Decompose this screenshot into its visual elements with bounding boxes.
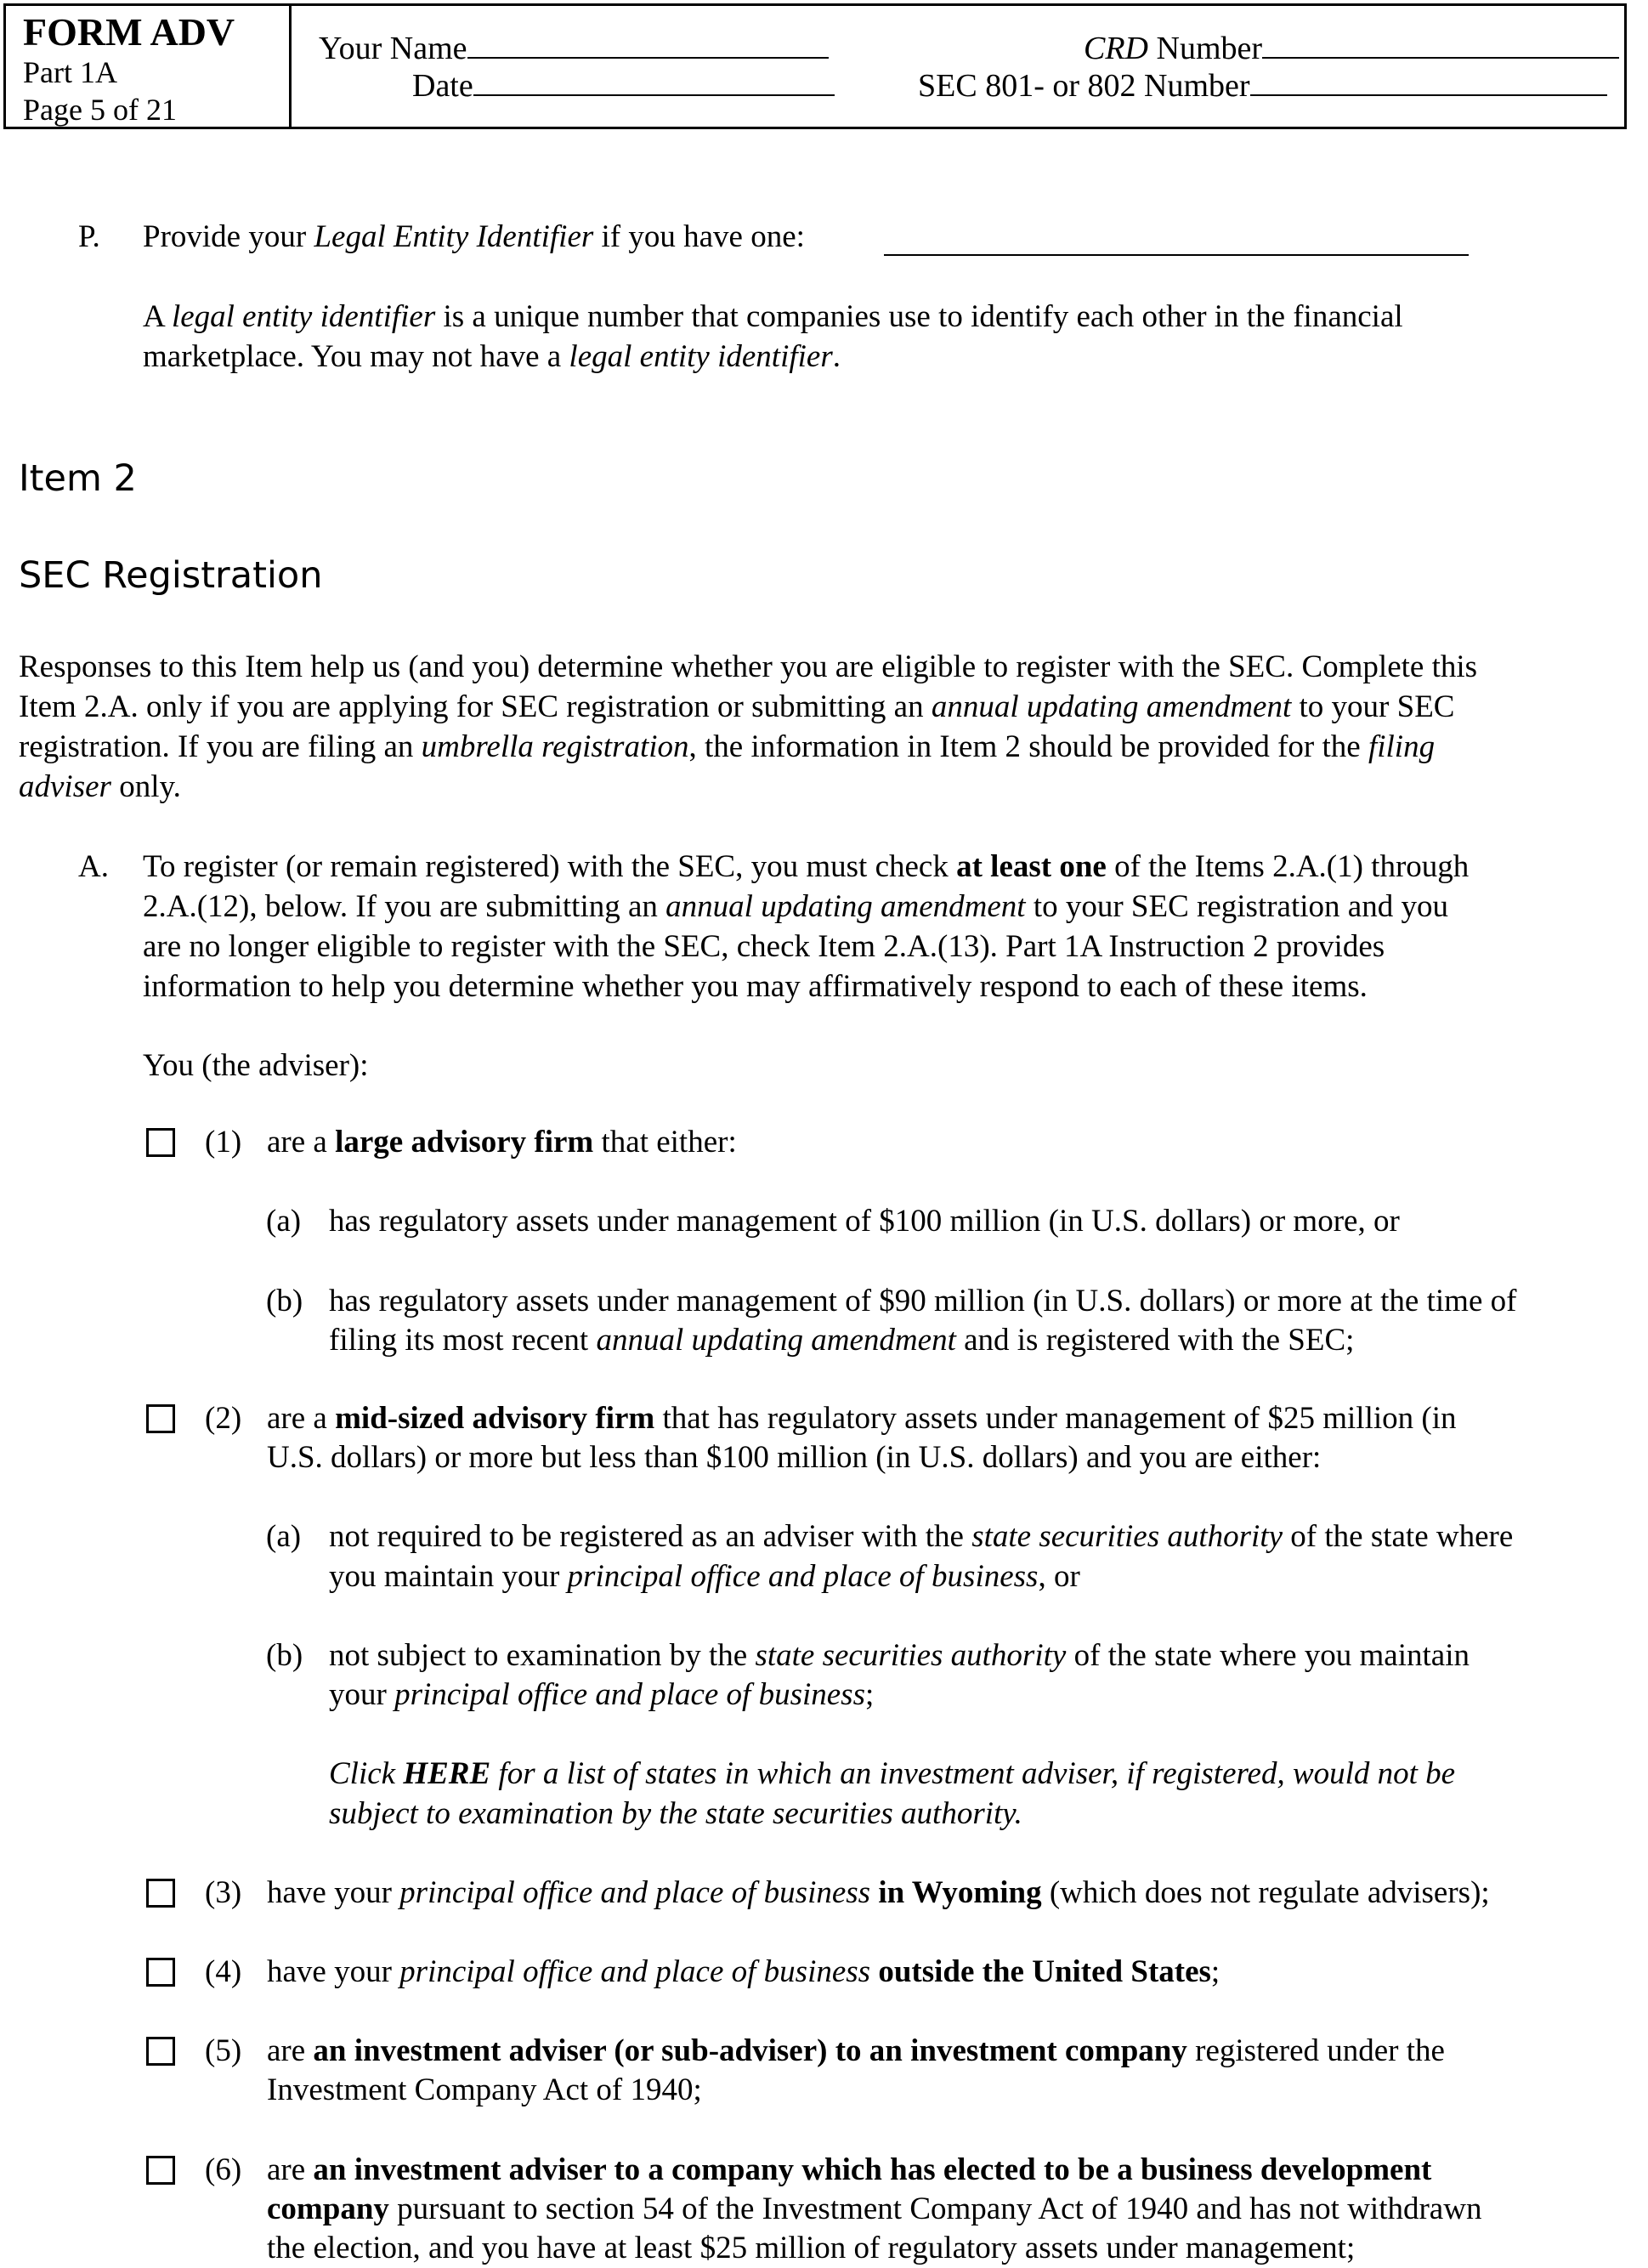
intro-line1: Responses to this Item help us (and you) determine whether you are eligible to register with the SEC. Complete this — [19, 649, 1478, 684]
option-2a-label: (a) — [266, 1519, 302, 1554]
option-1a-text: has regulatory assets under management of $100 million (in U.S. dollars) or more, or — [329, 1204, 1400, 1239]
option-5-line2: Investment Company Act of 1940; — [267, 2072, 702, 2107]
your-name-label: Your Name — [319, 31, 467, 66]
checkbox-bdc-adviser[interactable] — [146, 2156, 175, 2185]
intro-line3: registration. If you are filing an umbrella registration, the information in Item 2 should be provided for the filing — [19, 729, 1436, 764]
item-title-heading: SEC Registration — [19, 554, 323, 597]
option-1a-label: (a) — [266, 1204, 302, 1239]
option-6-line2: company pursuant to section 54 of the Investment Company Act of 1940 and has not withdrawn — [267, 2191, 1482, 2226]
sec-number-field — [918, 65, 1607, 105]
lei-input-line[interactable] — [884, 254, 1469, 256]
option-6-line3: the election, and you have at least $25 million of regulatory assets under management; — [267, 2231, 1356, 2265]
item-number-heading: Item 2 — [19, 457, 137, 500]
date-field — [412, 65, 835, 105]
sec-number-blank[interactable] — [1250, 65, 1607, 96]
item-a-line4: information to help you determine whether you may affirmatively respond to each of these items. — [143, 969, 1368, 1004]
page-number: Page 5 of 21 — [23, 93, 177, 127]
checkbox-wyoming[interactable] — [146, 1879, 175, 1908]
option-2-line1: are a mid-sized advisory firm that has regulatory assets under management of $25 million (in — [267, 1401, 1457, 1436]
item-a-letter: A. — [78, 849, 109, 884]
option-5-number: (5) — [205, 2033, 242, 2068]
your-name-blank[interactable] — [467, 28, 829, 59]
option-5-line1: are an investment adviser (or sub-adviser) to an investment company registered under the — [267, 2033, 1445, 2068]
crd-number-field — [1084, 28, 1619, 67]
crd-number-label: Number — [1148, 31, 1263, 66]
date-label: Date — [412, 68, 473, 104]
lei-explanation-line2: marketplace. You may not have a legal entity identifier. — [143, 339, 841, 374]
item-a-line3: are no longer eligible to register with the SEC, check Item 2.A.(13). Part 1A Instruction 2 provides — [143, 929, 1385, 964]
option-4-number: (4) — [205, 1954, 242, 1989]
item-a-line1: To register (or remain registered) with the SEC, you must check at least one of the Items 2.A.(1) through — [143, 849, 1470, 884]
option-3-number: (3) — [205, 1875, 242, 1910]
item-a-line2: 2.A.(12), below. If you are submitting an annual updating amendment to your SEC registration and you — [143, 889, 1448, 924]
checkbox-outside-us[interactable] — [146, 1958, 175, 1987]
crd-label: CRD — [1084, 31, 1148, 66]
item-p-question: Provide your Legal Entity Identifier if you have one: — [143, 219, 805, 254]
checkbox-mid-sized-advisory-firm[interactable] — [146, 1404, 175, 1433]
form-part: Part 1A — [23, 55, 117, 89]
option-2a-line1: not required to be registered as an adviser with the state securities authority of the state where — [329, 1519, 1514, 1554]
option-6-number: (6) — [205, 2152, 242, 2187]
option-2-number: (2) — [205, 1401, 242, 1436]
option-1b-line2: filing its most recent annual updating amendment and is registered with the SEC; — [329, 1323, 1355, 1358]
states-list-note-line2: subject to examination by the state securities authority. — [329, 1796, 1022, 1831]
option-6-line1: are an investment adviser to a company which has elected to be a business development — [267, 2152, 1432, 2187]
option-4-text: have your principal office and place of business outside the United States; — [267, 1954, 1220, 1989]
option-2b-line2: your principal office and place of business; — [329, 1677, 875, 1712]
item-p-letter: P. — [78, 219, 100, 254]
option-1b-line1: has regulatory assets under management of $90 million (in U.S. dollars) or more at the time of — [329, 1284, 1517, 1318]
form-header — [3, 3, 1627, 129]
states-list-link[interactable]: HERE — [403, 1756, 491, 1791]
form-title: FORM ADV — [23, 10, 235, 54]
checkbox-investment-company-adviser[interactable] — [146, 2037, 175, 2066]
sec-number-label: SEC 801- or 802 Number — [918, 68, 1250, 104]
lei-explanation-line1: A legal entity identifier is a unique number that companies use to identify each other in the financial — [143, 299, 1403, 334]
intro-line2: Item 2.A. only if you are applying for SEC registration or submitting an annual updating amendment to your SEC — [19, 689, 1455, 724]
option-1-number: (1) — [205, 1125, 242, 1160]
option-2a-line2: you maintain your principal office and place of business, or — [329, 1559, 1080, 1594]
date-blank[interactable] — [473, 65, 835, 96]
option-2b-label: (b) — [266, 1638, 303, 1673]
option-1-text: are a large advisory firm that either: — [267, 1125, 737, 1160]
states-list-note-line1: Click HERE for a list of states in which an investment adviser, if registered, would not be — [329, 1756, 1456, 1791]
option-1b-label: (b) — [266, 1284, 303, 1318]
option-2b-line1: not subject to examination by the state securities authority of the state where you maintain — [329, 1638, 1470, 1673]
your-name-field — [319, 28, 829, 67]
option-3-text: have your principal office and place of business in Wyoming (which does not regulate advisers); — [267, 1875, 1490, 1910]
intro-line4: adviser only. — [19, 769, 181, 804]
you-the-adviser: You (the adviser): — [143, 1048, 369, 1083]
form-id-block — [6, 6, 292, 127]
checkbox-large-advisory-firm[interactable] — [146, 1128, 175, 1157]
option-2-line2: U.S. dollars) or more but less than $100 million (in U.S. dollars) and you are either: — [267, 1440, 1322, 1475]
crd-number-blank[interactable] — [1262, 28, 1619, 59]
